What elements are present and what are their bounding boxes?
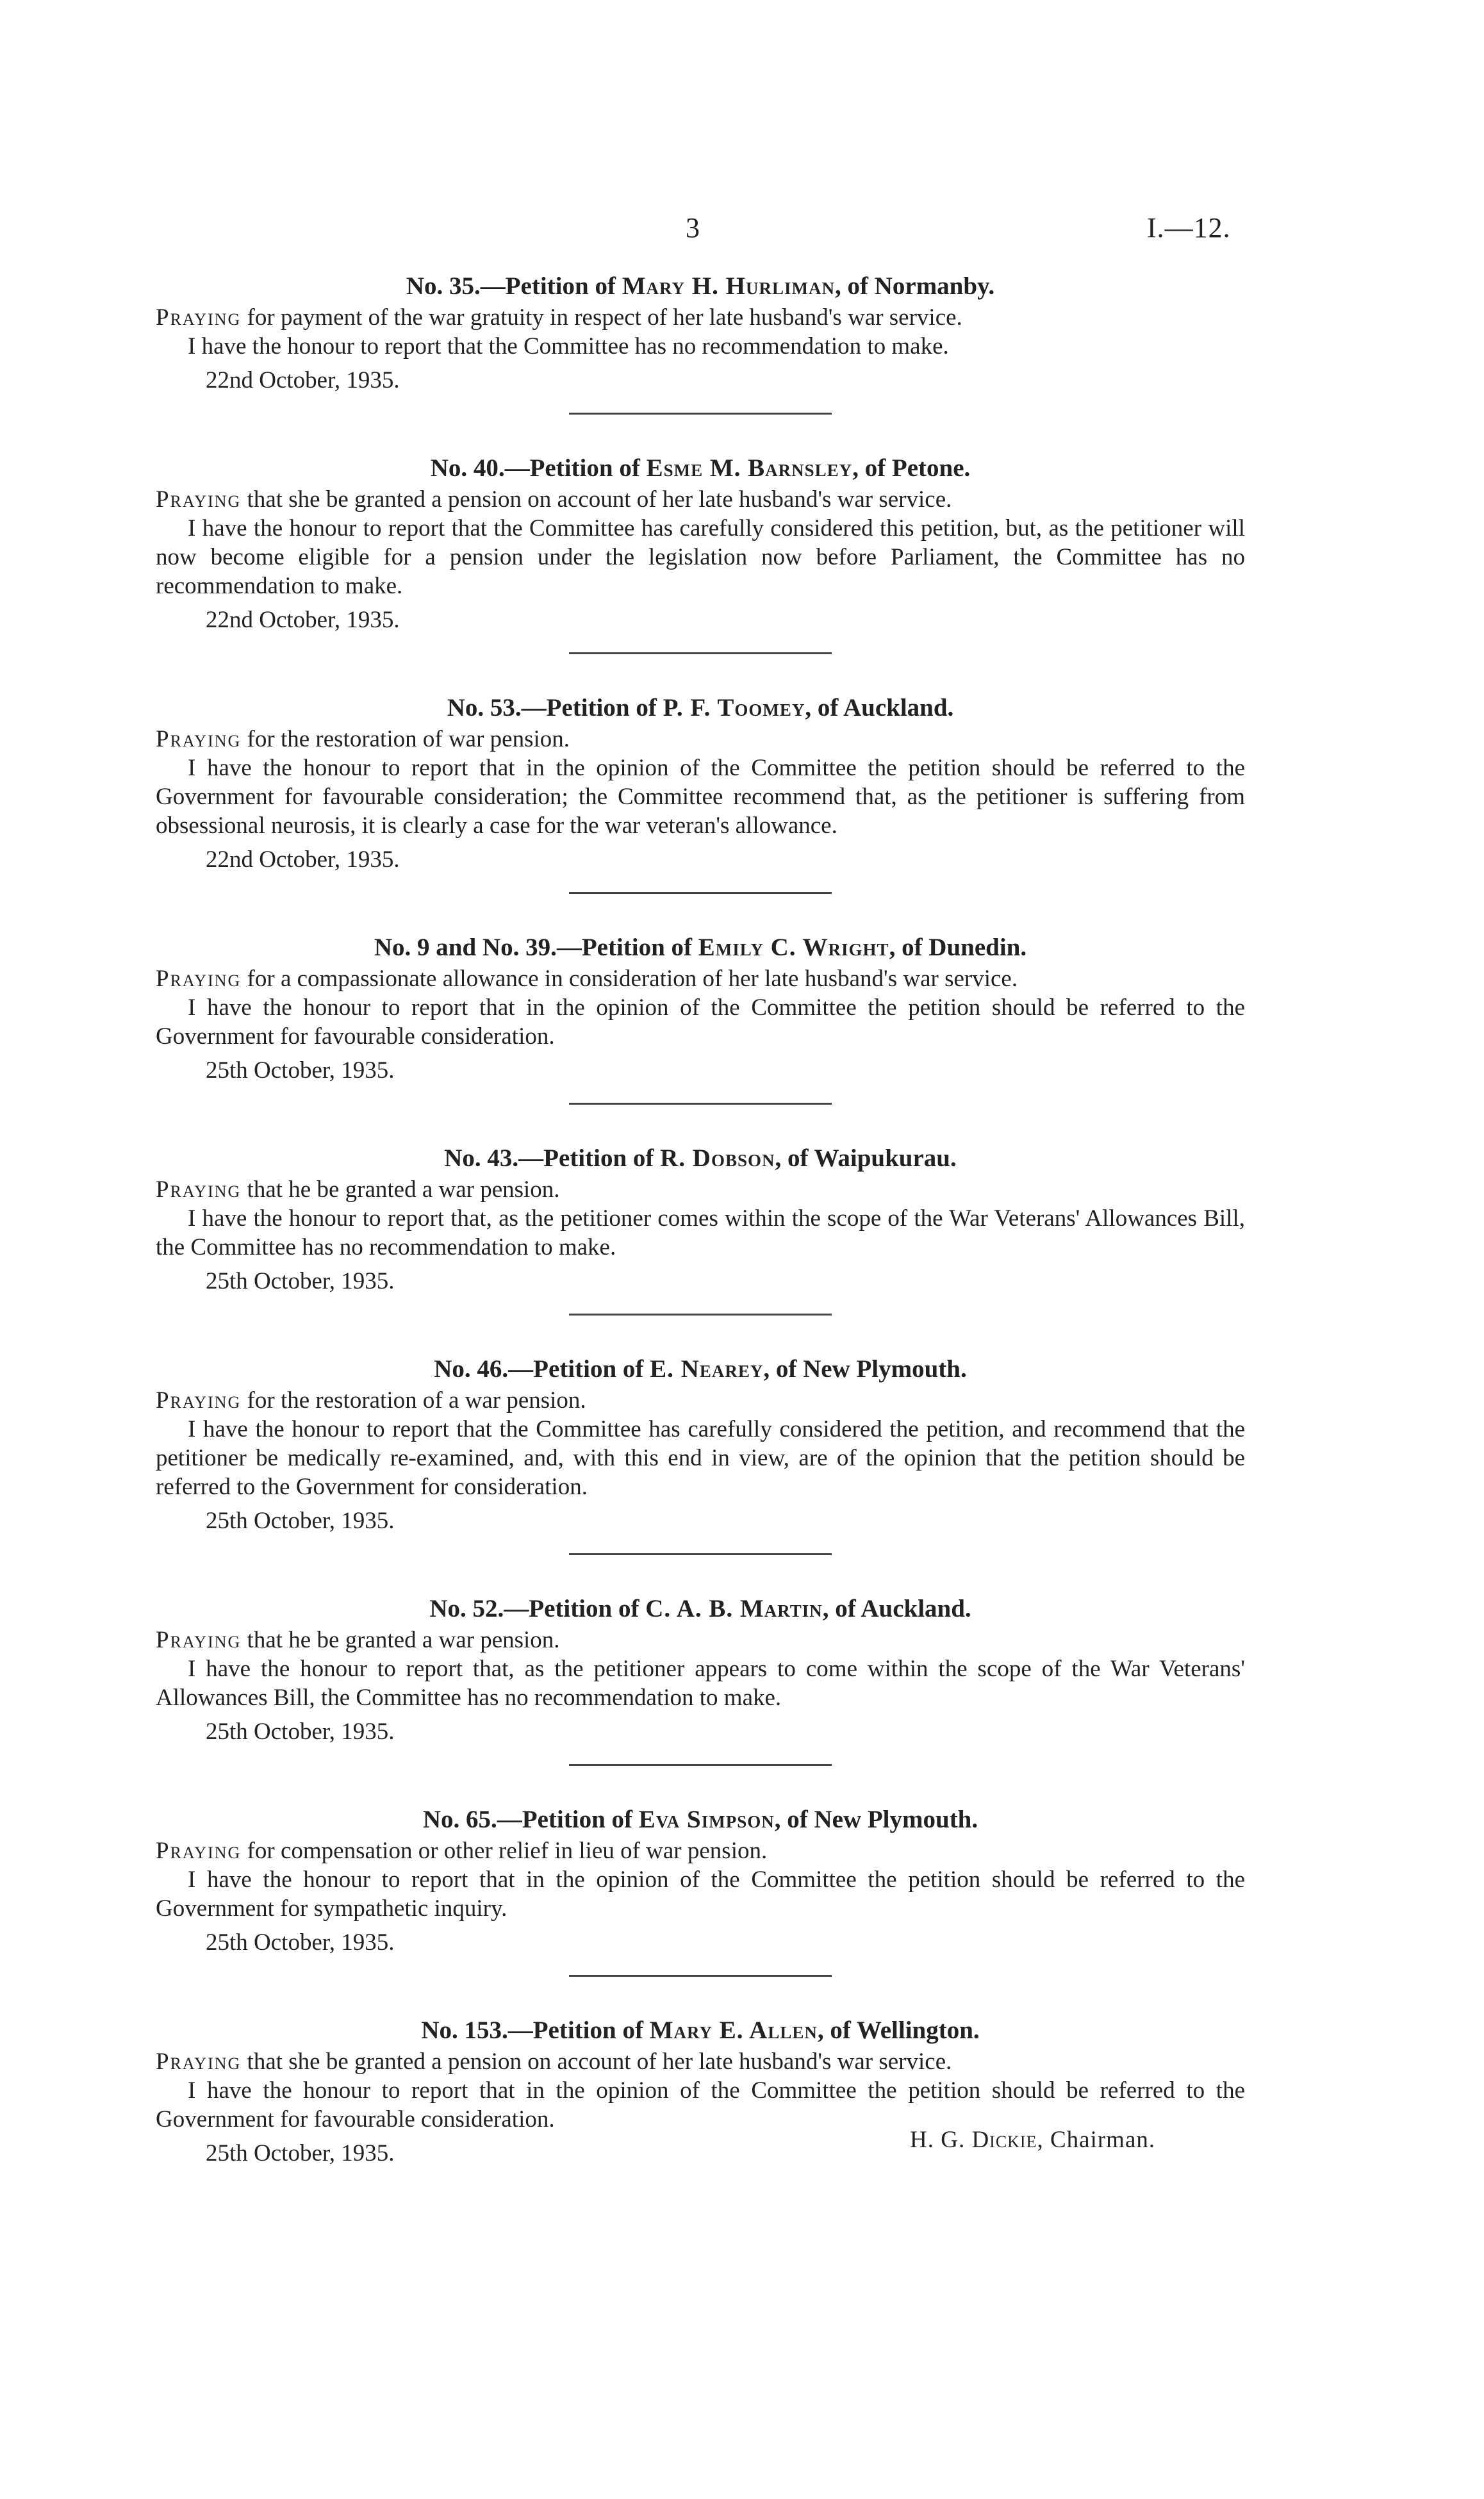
report-text: I have the honour to report that, as the petitioner comes within the scope of the War Veterans' Allowances Bill, the Committee has no recommendation to make. bbox=[156, 1205, 1245, 1260]
report-text: I have the honour to report that, as the petitioner appears to come within the scope of the War Veterans' Allowances Bill, the Committee has no recommendation to make. bbox=[156, 1656, 1245, 1711]
report-date: 22nd October, 1935. bbox=[206, 367, 400, 393]
petition-title: No. 40.—Petition of Esme M. Barnsley, of Petone. bbox=[430, 454, 971, 482]
petition-entry bbox=[156, 934, 1245, 1105]
petition-entry bbox=[156, 1806, 1245, 1977]
petitioner-name: Mary H. Hurliman bbox=[622, 272, 835, 300]
report-date: 22nd October, 1935. bbox=[206, 846, 400, 873]
petition-title: No. 53.—Petition of P. F. Toomey, of Auckland. bbox=[447, 694, 954, 722]
report-text: I have the honour to report that the Committee has no recommendation to make. bbox=[188, 333, 949, 359]
petitioner-name: P. F. Toomey bbox=[663, 694, 805, 722]
report-date: 25th October, 1935. bbox=[206, 2140, 395, 2166]
section-divider bbox=[569, 652, 832, 654]
praying-text: Praying that he be granted a war pension. bbox=[156, 1627, 560, 1653]
petitions-list bbox=[156, 272, 1245, 2168]
petition-entry bbox=[156, 1355, 1245, 1555]
petitioner-name: C. A. B. Martin bbox=[645, 1595, 823, 1622]
chairman-name: H. G. Dickie bbox=[910, 2127, 1037, 2153]
praying-text: Praying for the restoration of a war pension. bbox=[156, 1387, 586, 1414]
praying-text: Praying that he be granted a war pension. bbox=[156, 1176, 560, 1203]
report-text: I have the honour to report that in the opinion of the Committee the petition should be referred to the Government for favourable consideration. bbox=[156, 994, 1245, 1050]
page-header bbox=[0, 211, 1484, 250]
petitioner-name: Emily C. Wright bbox=[698, 934, 889, 961]
page-number: 3 bbox=[686, 212, 700, 243]
petition-entry bbox=[156, 272, 1245, 415]
section-divider bbox=[569, 1764, 832, 1766]
petition-title: No. 153.—Petition of Mary E. Allen, of Wellington. bbox=[421, 2017, 980, 2044]
petition-title: No. 46.—Petition of E. Nearey, of New Plymouth. bbox=[434, 1355, 967, 1383]
report-date: 25th October, 1935. bbox=[206, 1268, 395, 1294]
chairman-title: , Chairman. bbox=[1037, 2127, 1156, 2153]
petition-title: No. 52.—Petition of C. A. B. Martin, of Auckland. bbox=[429, 1595, 971, 1622]
report-text: I have the honour to report that the Committee has carefully considered this petition, but, as the petitioner will now become eligible for a pension under the legislation now before Parliament, the Committee has no recommendation to make. bbox=[156, 515, 1245, 599]
petition-entry bbox=[156, 1144, 1245, 1315]
report-text: I have the honour to report that in the opinion of the Committee the petition should be referred to the Government for favourable consideration. bbox=[156, 2077, 1245, 2132]
report-date: 25th October, 1935. bbox=[206, 1719, 395, 1745]
report-date: 22nd October, 1935. bbox=[206, 607, 400, 633]
report-date: 25th October, 1935. bbox=[206, 1508, 395, 1534]
petitioner-name: Mary E. Allen bbox=[649, 2017, 818, 2044]
section-divider bbox=[569, 892, 832, 894]
section-divider bbox=[569, 1975, 832, 1977]
praying-text: Praying that she be granted a pension on account of her late husband's war service. bbox=[156, 2049, 952, 2075]
praying-text: Praying for compensation or other relief in lieu of war pension. bbox=[156, 1838, 768, 1864]
report-date: 25th October, 1935. bbox=[206, 1929, 395, 1956]
petition-title: No. 35.—Petition of Mary H. Hurliman, of Normanby. bbox=[406, 272, 995, 300]
petitioner-name: Esme M. Barnsley bbox=[646, 454, 853, 482]
petition-entry bbox=[156, 1595, 1245, 1766]
petition-title: No. 9 and No. 39.—Petition of Emily C. Wright, of Dunedin. bbox=[374, 934, 1027, 961]
document-reference: I.—12. bbox=[1147, 212, 1231, 243]
section-divider bbox=[569, 413, 832, 415]
section-divider bbox=[569, 1103, 832, 1105]
petitioner-name: E. Nearey bbox=[650, 1355, 764, 1383]
section-divider bbox=[569, 1553, 832, 1555]
praying-text: Praying for the restoration of war pension. bbox=[156, 726, 570, 752]
report-text: I have the honour to report that the Committee has carefully considered the petition, and recommend that the petitioner be medically re-examined, and, with this end in view, are of the opinion that the petition should be referred to the Government for consideration. bbox=[156, 1416, 1245, 1500]
report-text: I have the honour to report that in the opinion of the Committee the petition should be referred to the Government for favourable consideration; the Committee recommend that, as the petitioner is suffering from obsessional neurosis, it is clearly a case for the war veteran's allowance. bbox=[156, 755, 1245, 839]
petition-entry bbox=[156, 694, 1245, 894]
petition-title: No. 65.—Petition of Eva Simpson, of New Plymouth. bbox=[422, 1806, 978, 1833]
chairman-signature bbox=[910, 2126, 1155, 2154]
report-date: 25th October, 1935. bbox=[206, 1057, 395, 1084]
praying-text: Praying for payment of the war gratuity in respect of her late husband's war service. bbox=[156, 304, 962, 331]
petition-entry bbox=[156, 454, 1245, 654]
section-divider bbox=[569, 1314, 832, 1315]
petitioner-name: R. Dobson bbox=[660, 1144, 775, 1172]
report-text: I have the honour to report that in the opinion of the Committee the petition should be referred to the Government for sympathetic inquiry. bbox=[156, 1867, 1245, 1922]
praying-text: Praying that she be granted a pension on account of her late husband's war service. bbox=[156, 486, 952, 513]
praying-text: Praying for a compassionate allowance in consideration of her late husband's war service. bbox=[156, 966, 1018, 992]
petitioner-name: Eva Simpson bbox=[638, 1806, 775, 1833]
petition-title: No. 43.—Petition of R. Dobson, of Waipukurau. bbox=[444, 1144, 957, 1172]
